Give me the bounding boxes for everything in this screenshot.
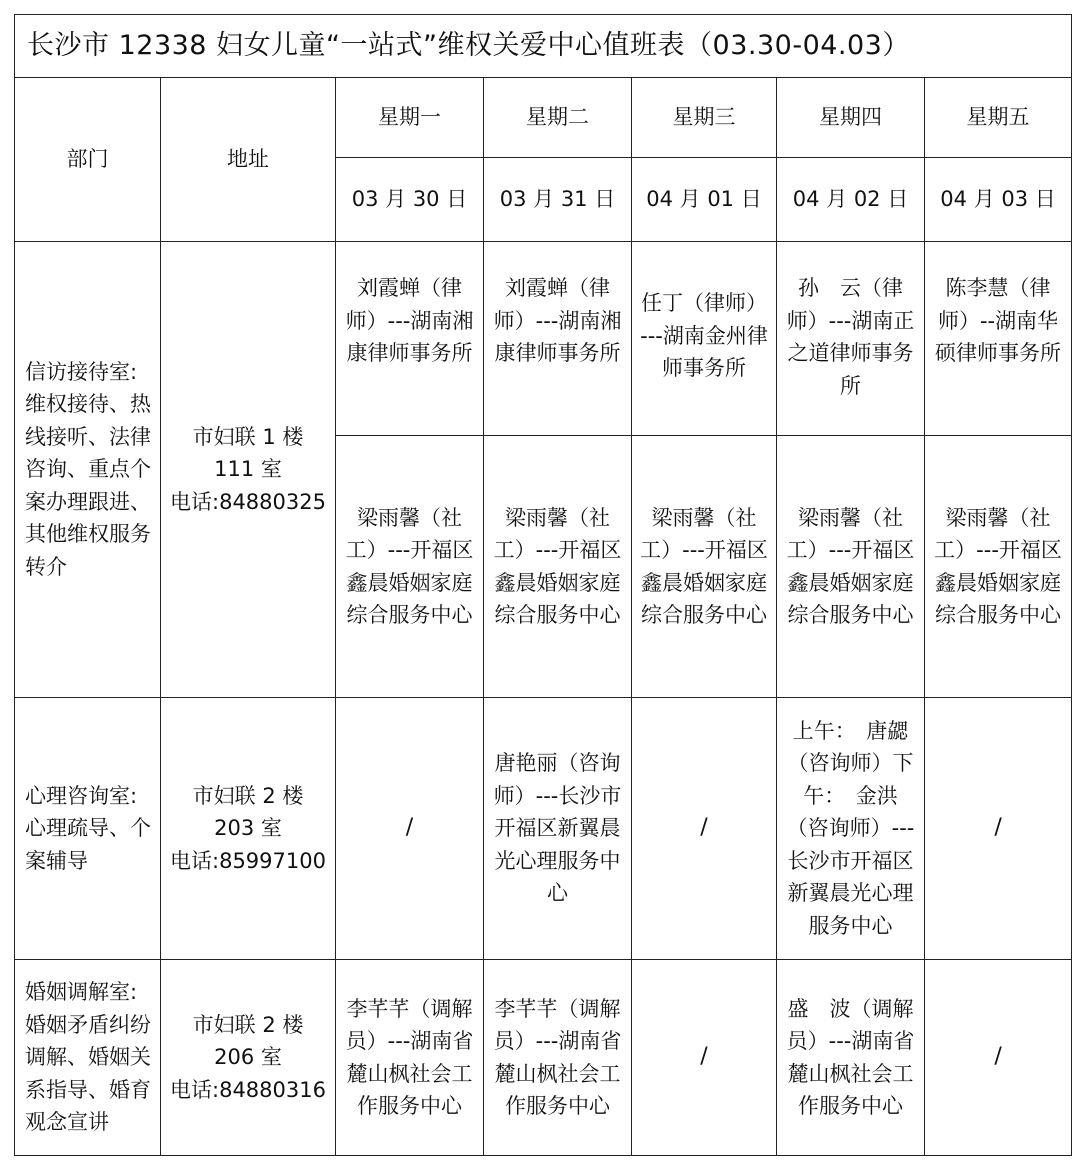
address-line: 111 室	[214, 457, 282, 482]
address-phone: 电话:85997100	[170, 848, 326, 873]
header-date: 04 月 02 日	[777, 158, 925, 242]
address-line: 206 室	[214, 1045, 282, 1070]
header-address: 地址	[161, 78, 336, 242]
duty-cell: 梁雨馨（社工）---开福区鑫晨婚姻家庭综合服务中心	[777, 436, 925, 698]
duty-cell: 刘霞蝉（律师）---湖南湘康律师事务所	[484, 242, 632, 436]
header-dept: 部门	[15, 78, 161, 242]
address-line: 市妇联 2 楼	[192, 1012, 304, 1037]
dept-mediation: 婚姻调解室:婚姻矛盾纠纷调解、婚姻关系指导、婚育观念宣讲	[15, 960, 161, 1156]
address-line: 203 室	[214, 816, 282, 841]
address-line: 市妇联 2 楼	[192, 783, 304, 808]
header-date: 04 月 01 日	[632, 158, 777, 242]
duty-cell: 唐艳丽（咨询师）---长沙市开福区新翼晨光心理服务中心	[484, 698, 632, 960]
duty-cell: 盛 波（调解员）---湖南省麓山枫社会工作服务中心	[777, 960, 925, 1156]
duty-cell: /	[336, 698, 484, 960]
header-weekday: 星期四	[777, 78, 925, 158]
duty-cell: 李芊芊（调解员）---湖南省麓山枫社会工作服务中心	[336, 960, 484, 1156]
address-phone: 电话:84880325	[170, 489, 326, 514]
schedule-table	[14, 14, 1072, 1156]
address-reception	[161, 242, 336, 698]
duty-cell: 孙 云（律师）---湖南正之道律师事务所	[777, 242, 925, 436]
page-title: 长沙市 12338 妇女儿童“一站式”维权关爱中心值班表（03.30-04.03）	[15, 15, 1072, 78]
address-counseling	[161, 698, 336, 960]
duty-cell: 刘霞蝉（律师）---湖南湘康律师事务所	[336, 242, 484, 436]
address-line: 市妇联 1 楼	[192, 424, 304, 449]
duty-cell: /	[632, 960, 777, 1156]
header-date: 03 月 30 日	[336, 158, 484, 242]
duty-cell: 梁雨馨（社工）---开福区鑫晨婚姻家庭综合服务中心	[632, 436, 777, 698]
duty-cell: 梁雨馨（社工）---开福区鑫晨婚姻家庭综合服务中心	[336, 436, 484, 698]
header-weekday: 星期三	[632, 78, 777, 158]
header-weekday: 星期五	[925, 78, 1072, 158]
duty-cell: 梁雨馨（社工）---开福区鑫晨婚姻家庭综合服务中心	[484, 436, 632, 698]
duty-cell: 任丁（律师）---湖南金州律师事务所	[632, 242, 777, 436]
header-date: 04 月 03 日	[925, 158, 1072, 242]
address-phone: 电话:84880316	[170, 1077, 326, 1102]
dept-reception: 信访接待室:维权接待、热线接听、法律咨询、重点个案办理跟进、其他维权服务转介	[15, 242, 161, 698]
dept-counseling: 心理咨询室:心理疏导、个案辅导	[15, 698, 161, 960]
duty-cell: 李芊芊（调解员）---湖南省麓山枫社会工作服务中心	[484, 960, 632, 1156]
header-weekday: 星期一	[336, 78, 484, 158]
duty-cell: 梁雨馨（社工）---开福区鑫晨婚姻家庭综合服务中心	[925, 436, 1072, 698]
duty-cell: 陈李慧（律师）--湖南华硕律师事务所	[925, 242, 1072, 436]
duty-cell: /	[632, 698, 777, 960]
header-weekday: 星期二	[484, 78, 632, 158]
address-mediation	[161, 960, 336, 1156]
duty-schedule	[14, 14, 1071, 1156]
duty-cell: 上午： 唐勰（咨询师）下午： 金洪（咨询师）---长沙市开福区新翼晨光心理服务中心	[777, 698, 925, 960]
header-date: 03 月 31 日	[484, 158, 632, 242]
duty-cell: /	[925, 698, 1072, 960]
duty-cell: /	[925, 960, 1072, 1156]
